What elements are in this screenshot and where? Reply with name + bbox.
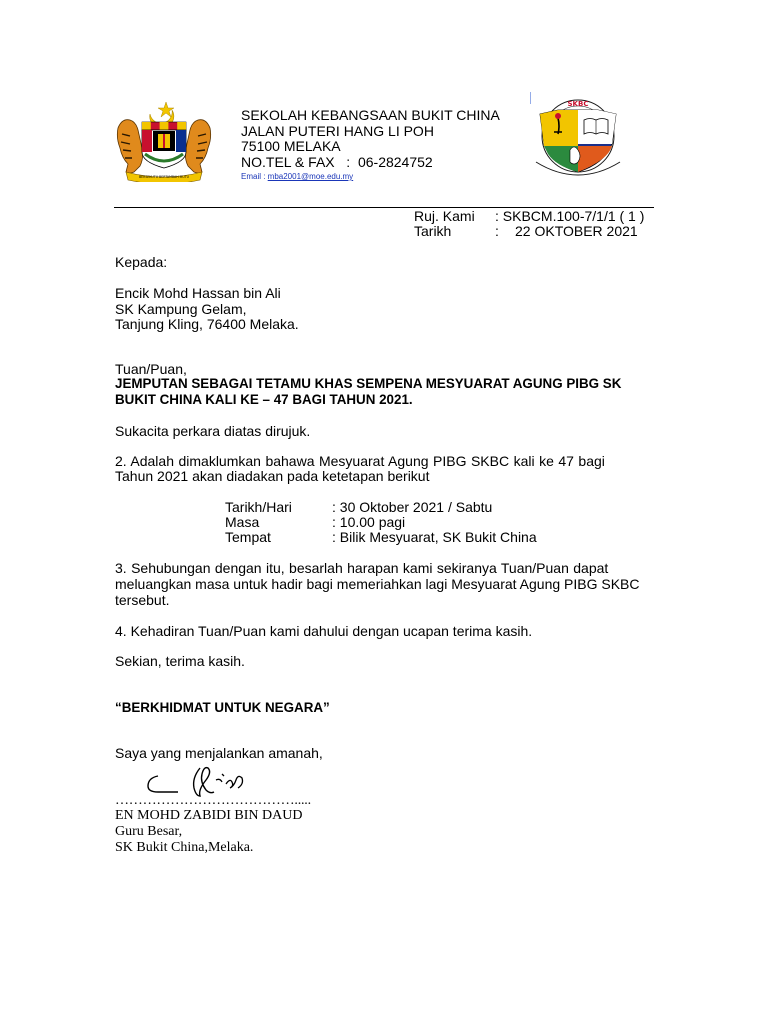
signatory-title: Guru Besar, <box>115 824 183 839</box>
amanah-line: Saya yang menjalankan amanah, <box>115 745 323 761</box>
recipient-address: Tanjung Kling, 76400 Melaka. <box>115 316 299 332</box>
paragraph-3-line-3: tersebut. <box>115 592 170 608</box>
address-line-1: JALAN PUTERI HANG LI POH <box>241 122 434 139</box>
ref-value: : SKBCM.100-7/1/1 ( 1 ) <box>495 208 645 224</box>
salutation: Tuan/Puan, <box>115 361 187 377</box>
signature-dots: …………………………………..... <box>115 793 311 808</box>
subject-line-2: BUKIT CHINA KALI KE – 47 BAGI TAHUN 2021. <box>115 392 413 407</box>
paragraph-3-line-2: meluangkan masa untuk hadir bagi memeriahkan lagi Mesyuarat Agung PIBG SKBC <box>115 576 640 592</box>
coat-of-arms-logo <box>112 100 216 182</box>
crest-top-text: SKBC <box>567 100 589 108</box>
detail-value-place: : Bilik Mesyuarat, SK Bukit China <box>332 529 537 545</box>
school-name: SEKOLAH KEBANGSAAN BUKIT CHINA <box>241 107 500 123</box>
kepada-label: Kepada: <box>115 254 168 270</box>
signatory-school: SK Bukit China,Melaka. <box>115 840 254 855</box>
date-label: Tarikh <box>414 223 452 239</box>
date-value: 22 OKTOBER 2021 <box>515 223 638 239</box>
paragraph-1: Sukacita perkara diatas dirujuk. <box>115 423 311 439</box>
closing: Sekian, terima kasih. <box>115 653 245 669</box>
crest-ribbon-text: BERSEKUTU BERTAMBAH MUTU <box>138 175 190 179</box>
recipient-name: Encik Mohd Hassan bin Ali <box>115 285 281 301</box>
detail-value-date: : 30 Oktober 2021 / Sabtu <box>332 499 493 515</box>
paragraph-3-line-1: 3. Sehubungan dengan itu, besarlah harapan kami sekiranya Tuan/Puan dapat <box>115 560 609 576</box>
date-colon: : <box>495 223 499 239</box>
email-line <box>241 172 500 182</box>
tel-fax-line <box>241 155 500 171</box>
signatory-name: EN MOHD ZABIDI BIN DAUD <box>115 808 303 823</box>
detail-label-time: Masa <box>225 514 260 530</box>
paragraph-2-line-1: 2. Adalah dimaklumkan bahawa Mesyuarat Agung PIBG SKBC kali ke 47 bagi <box>115 453 605 469</box>
detail-label-place: Tempat <box>225 529 271 545</box>
recipient-org: SK Kampung Gelam, <box>115 301 247 317</box>
ref-label: Ruj. Kami <box>414 208 475 224</box>
motto: “BERKHIDMAT UNTUK NEGARA” <box>115 700 330 715</box>
email-label: Email : <box>241 172 268 181</box>
address-line-2: 75100 MELAKA <box>241 138 341 154</box>
letterhead <box>241 108 500 182</box>
tel-label: NO.TEL & FAX : <box>241 153 351 170</box>
school-crest-logo <box>530 92 626 184</box>
detail-label-date: Tarikh/Hari <box>225 499 292 515</box>
tel-value: 06-2824752 <box>357 153 433 170</box>
paragraph-4: 4. Kehadiran Tuan/Puan kami dahului dengan ucapan terima kasih. <box>115 623 533 639</box>
subject-line-1: JEMPUTAN SEBAGAI TETAMU KHAS SEMPENA MESYUARAT AGUNG PIBG SK <box>115 376 622 391</box>
paragraph-2-line-2: Tahun 2021 akan diadakan pada ketetapan berikut <box>115 468 430 484</box>
detail-value-time: : 10.00 pagi <box>332 514 406 530</box>
email-link[interactable]: mba2001@moe.edu.my <box>267 172 354 181</box>
